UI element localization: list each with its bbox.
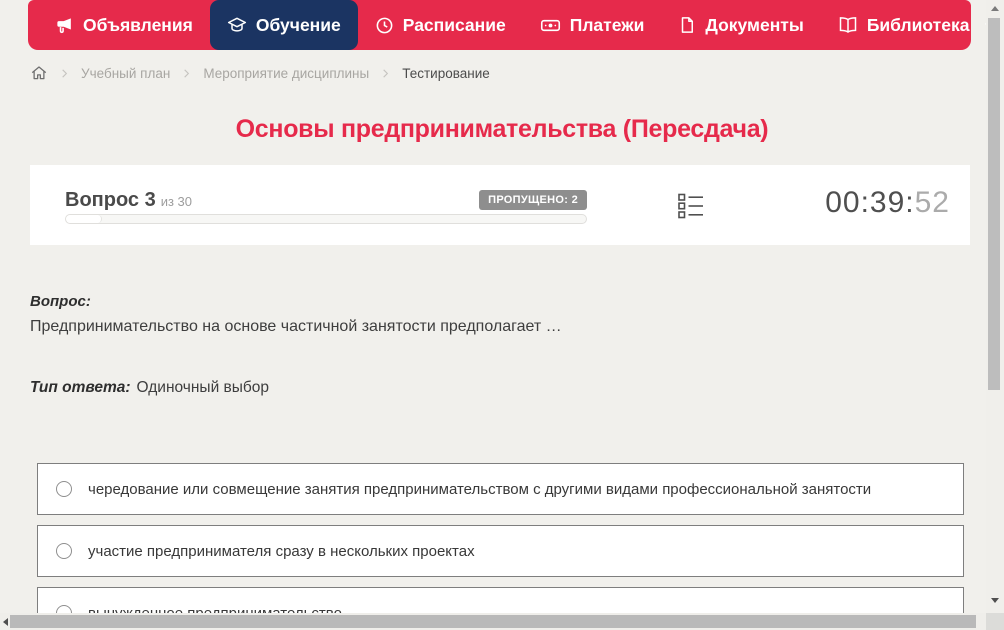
horizontal-scrollbar-thumb[interactable] bbox=[10, 615, 976, 628]
answer-type bbox=[30, 379, 269, 397]
scrollbar-corner bbox=[986, 613, 1004, 630]
question-header-card bbox=[30, 165, 970, 245]
horizontal-scrollbar[interactable] bbox=[0, 613, 1004, 630]
nav-item-schedule[interactable] bbox=[358, 0, 523, 50]
question-label: Вопрос: bbox=[30, 293, 91, 310]
timer bbox=[825, 186, 950, 220]
nav-label: Библиотека bbox=[866, 14, 970, 35]
breadcrumb-chevron-icon bbox=[59, 68, 70, 79]
answer-option-text: участие предпринимателя сразу в нескольких проектах bbox=[88, 542, 475, 560]
question-number-label: Вопрос 3 bbox=[65, 189, 156, 211]
nav-item-library[interactable] bbox=[821, 0, 1004, 50]
question-list-icon[interactable] bbox=[676, 191, 706, 226]
book-icon bbox=[838, 15, 858, 35]
progress-bar bbox=[65, 214, 587, 224]
breadcrumb-chevron-icon bbox=[380, 68, 391, 79]
question-number bbox=[65, 189, 192, 212]
vertical-scrollbar[interactable] bbox=[986, 0, 1004, 613]
home-icon[interactable] bbox=[30, 64, 48, 82]
nav-label: Расписание bbox=[402, 14, 506, 35]
scroll-left-icon[interactable] bbox=[3, 618, 8, 626]
clock-icon bbox=[375, 16, 394, 35]
scroll-up-icon[interactable] bbox=[991, 6, 999, 11]
breadcrumb-item-discipline-event[interactable]: Мероприятие дисциплины bbox=[203, 65, 370, 81]
radio-button[interactable] bbox=[56, 543, 72, 559]
answer-option[interactable] bbox=[37, 463, 964, 515]
answer-option[interactable] bbox=[37, 525, 964, 577]
nav-label: Объявления bbox=[83, 14, 193, 35]
nav-item-announcements[interactable] bbox=[38, 0, 210, 50]
page-title: Основы предпринимательства (Пересдача) bbox=[235, 115, 769, 143]
nav-label: Документы bbox=[705, 14, 804, 35]
scroll-down-icon[interactable] bbox=[991, 598, 999, 603]
answer-type-value: Одиночный выбор bbox=[136, 379, 270, 396]
vertical-scrollbar-thumb[interactable] bbox=[988, 18, 1000, 390]
radio-button[interactable] bbox=[56, 481, 72, 497]
question-text: Предпринимательство на основе частичной занятости предполагает … bbox=[30, 318, 562, 335]
timer-main: 00:39: bbox=[825, 186, 915, 219]
cash-icon bbox=[540, 15, 561, 36]
nav-item-documents[interactable] bbox=[661, 0, 820, 50]
progress-fill bbox=[66, 215, 102, 223]
nav-label: Платежи bbox=[569, 14, 645, 35]
document-icon bbox=[678, 16, 696, 34]
answer-option-text: чередование или совмещение занятия предпринимательством с другими видами профессиональной занятости bbox=[88, 480, 872, 498]
skipped-badge: ПРОПУЩЕНО: 2 bbox=[479, 190, 587, 210]
breadcrumb-item-curriculum[interactable]: Учебный план bbox=[81, 65, 171, 81]
breadcrumb-chevron-icon bbox=[181, 68, 192, 79]
graduation-cap-icon bbox=[227, 15, 247, 35]
nav-label: Обучение bbox=[255, 14, 341, 35]
timer-seconds: 52 bbox=[914, 186, 950, 219]
breadcrumb-item-testing: Тестирование bbox=[402, 65, 490, 81]
megaphone-icon bbox=[55, 16, 74, 35]
question-total: из 30 bbox=[160, 194, 193, 209]
nav-item-payments[interactable] bbox=[523, 0, 662, 50]
breadcrumb bbox=[30, 62, 490, 84]
main-nav bbox=[28, 0, 971, 50]
answer-type-label: Тип ответа: bbox=[30, 379, 131, 396]
nav-item-learning[interactable] bbox=[210, 0, 358, 50]
